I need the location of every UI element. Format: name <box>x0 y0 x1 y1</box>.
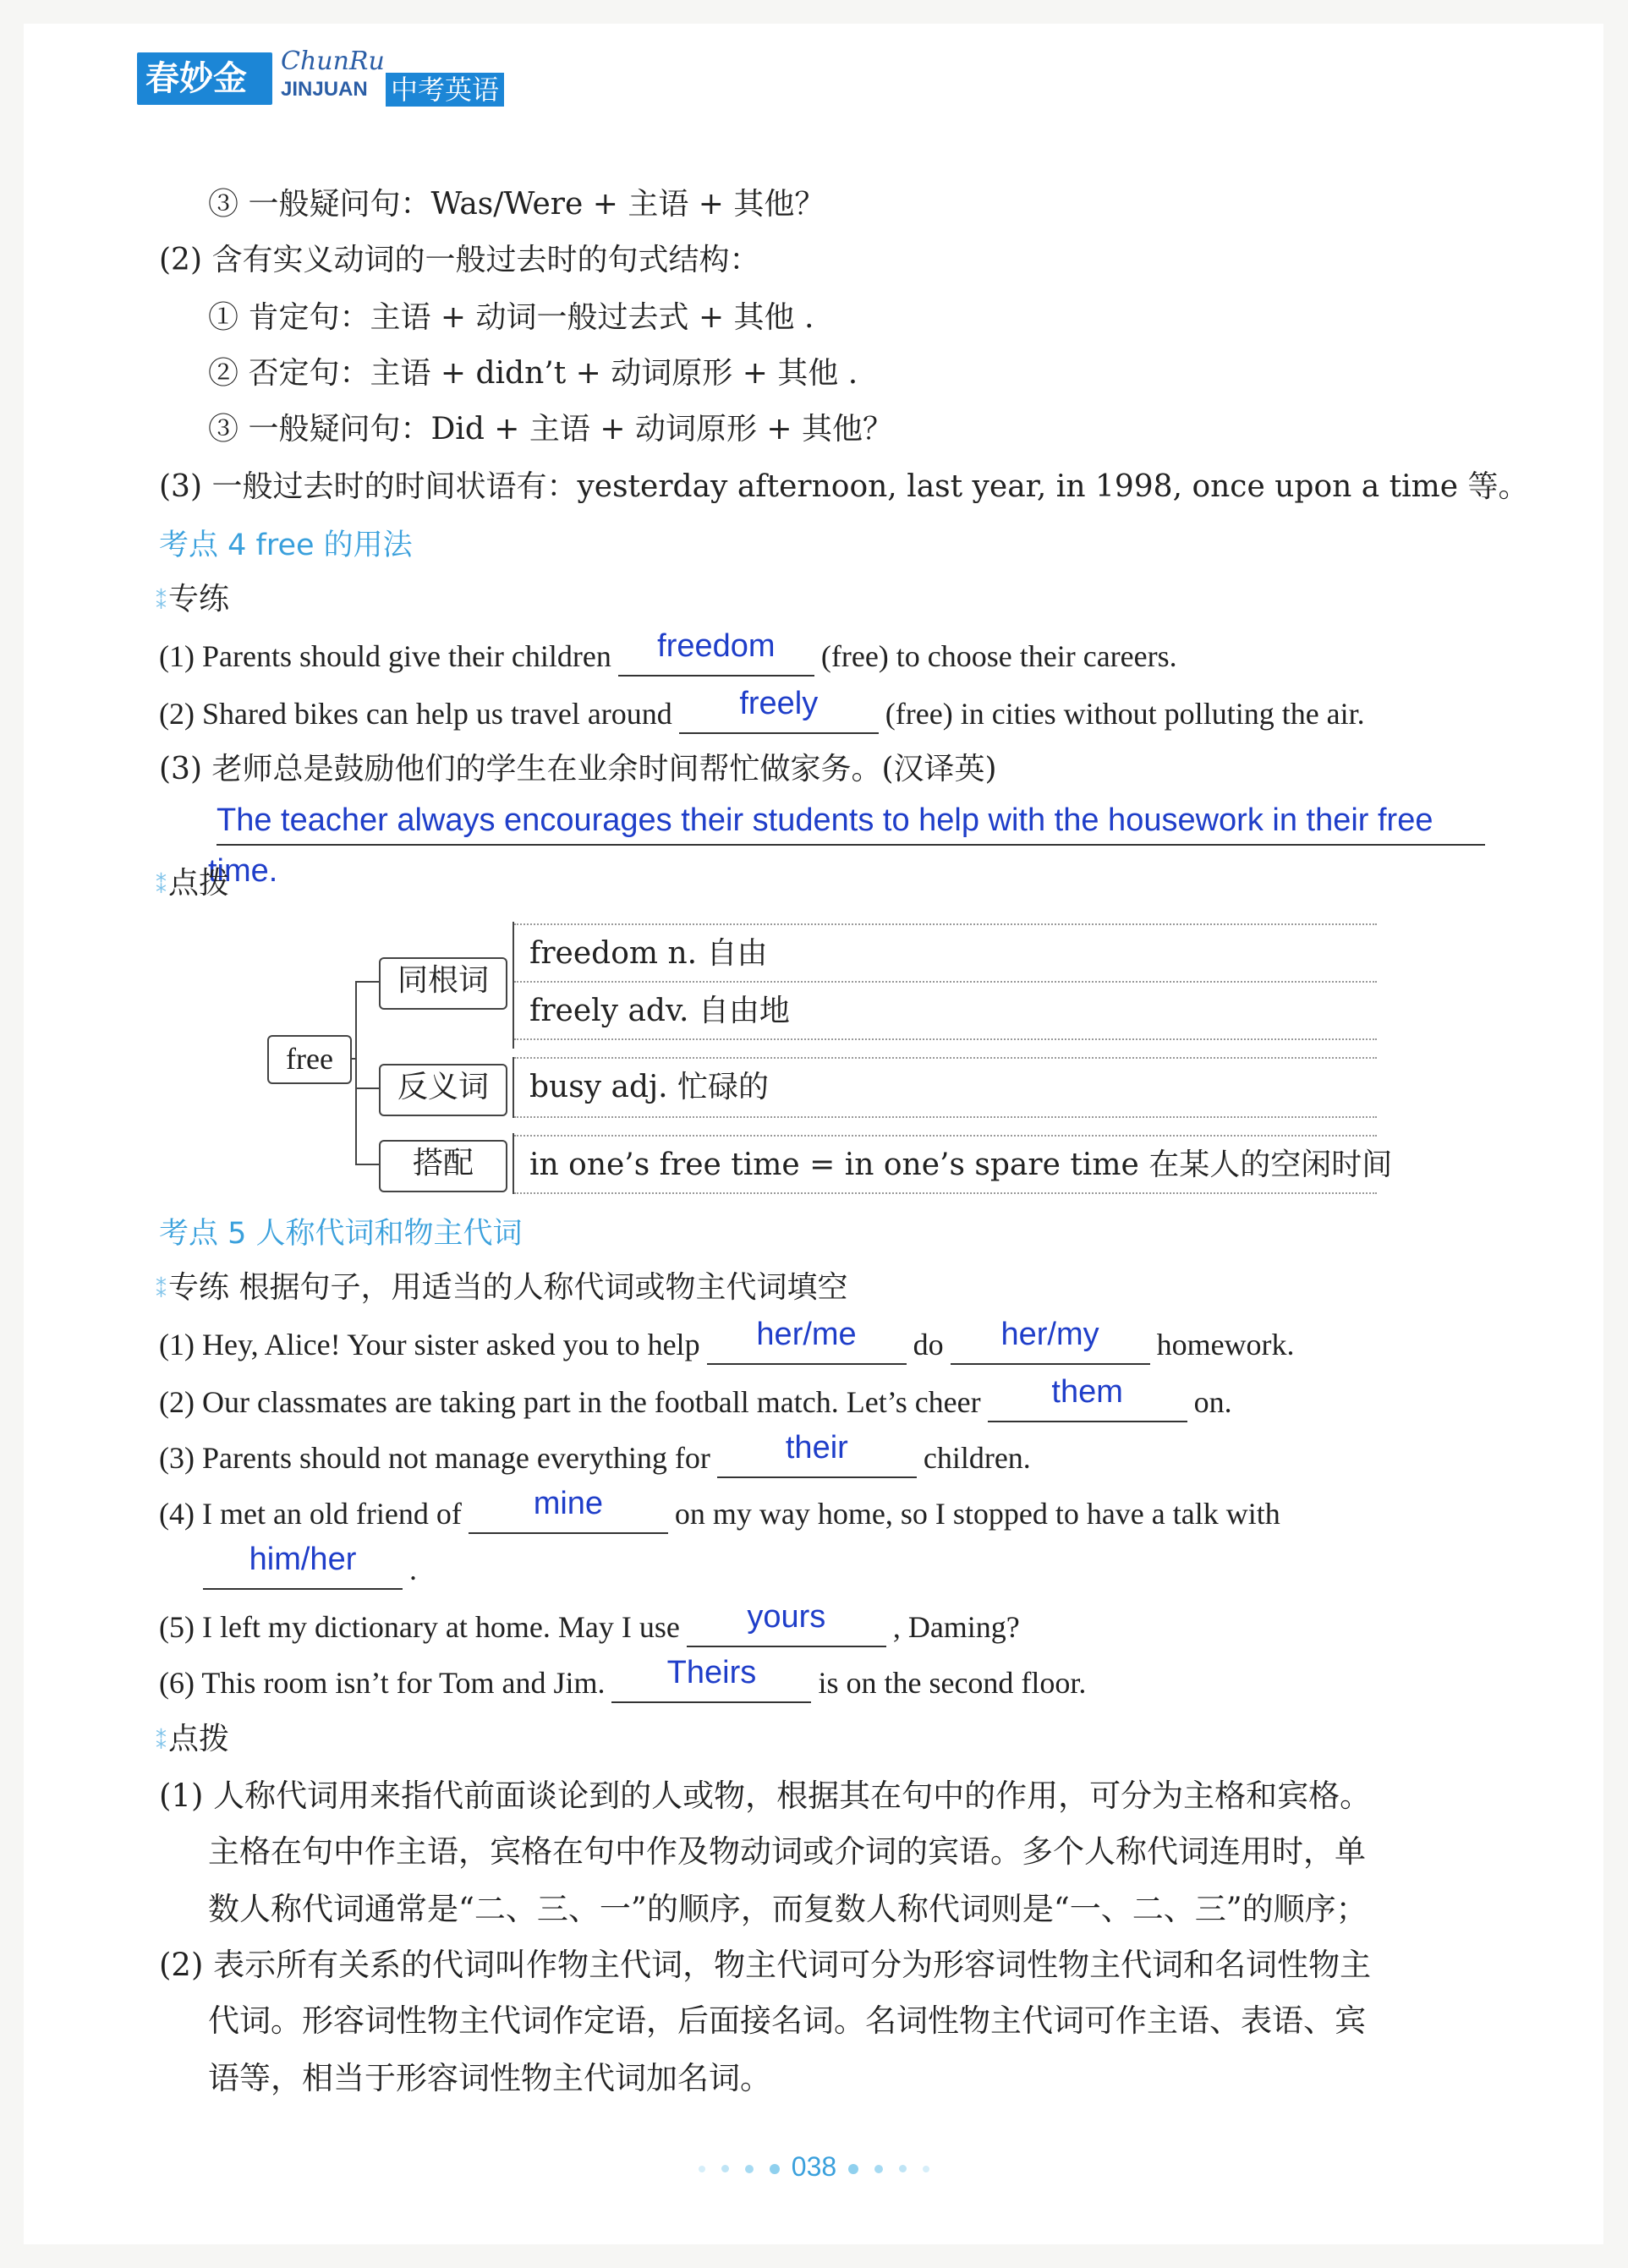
mindmap-item: freely adv. 自由地 <box>529 994 790 1028</box>
mindmap-branch: 搭配 <box>379 1140 507 1192</box>
dot <box>899 2165 907 2172</box>
brand-name-2: JINJUAN <box>281 78 368 101</box>
grammar-line: (2) 含有实义动词的一般过去时的句式结构： <box>159 243 760 277</box>
dotted-rule <box>514 1057 1377 1059</box>
answer-blank: mine <box>469 1495 668 1534</box>
brand-name: ChunRu <box>281 47 385 76</box>
tip-line: 主格在句中作主语，宾格在句中作及物动词或介词的宾语。多个人称代词连用时，单 <box>208 1833 1366 1870</box>
question-3: (3) 老师总是鼓励他们的学生在业余时间帮忙做家务。(汉译英) <box>159 752 997 786</box>
mindmap-item: busy adj. 忙碌的 <box>529 1070 770 1104</box>
answer-blank: freely <box>679 695 879 734</box>
dotted-rule <box>514 1192 1377 1194</box>
dotted-rule <box>514 1038 1377 1040</box>
grammar-line: (3) 一般过去时的时间状语有：yesterday afternoon, last year, in 1998, once upon a time 等。 <box>159 469 1529 504</box>
connector <box>355 981 379 983</box>
answer-blank: them <box>988 1383 1187 1422</box>
dot <box>848 2164 858 2174</box>
translation-answer-2: time. <box>208 853 278 889</box>
grammar-line: ② 否定句：主语 + didn’t + 动词原形 + 其他 . <box>208 356 858 391</box>
mindmap-item: in one’s free time = in one’s spare time 在某人的空闲时间 <box>529 1148 1393 1182</box>
section-title-kp5: 考点 5 人称代词和物主代词 <box>159 1217 523 1251</box>
question-4: (4) I met an old friend of mine on my way home, so I stopped to have a talk with <box>159 1493 1280 1534</box>
bookmark-icon: ⁑ <box>156 874 167 899</box>
answer-blank: Theirs <box>611 1664 811 1703</box>
bookmark-icon: ⁑ <box>156 589 167 615</box>
grammar-line: ③ 一般疑问句：Did + 主语 + 动词原形 + 其他？ <box>208 412 894 446</box>
question-1: (1) Hey, Alice! Your sister asked you to help her/me do her/my homework. <box>159 1324 1295 1365</box>
connector <box>355 1087 379 1089</box>
page-footer <box>0 2151 1628 2183</box>
tip-label: ⁑点拨 <box>156 1722 230 1756</box>
answer-blank: her/my <box>951 1326 1150 1365</box>
dot <box>923 2166 929 2172</box>
dot <box>745 2165 754 2173</box>
mindmap-root: free <box>267 1035 352 1084</box>
question-3: (3) Parents should not manage everything for their children. <box>159 1438 1031 1478</box>
answer-blank: their <box>717 1439 917 1478</box>
question-4-cont: him/her . <box>203 1549 417 1590</box>
practice-label: ⁑专练 根据句子，用适当的人称代词或物主代词填空 <box>156 1270 848 1305</box>
mindmap-branch: 同根词 <box>379 957 507 1010</box>
brand-logo: 春妙金卷 <box>137 52 272 105</box>
dotted-rule <box>514 981 1377 983</box>
question-2: (2) Our classmates are taking part in the football match. Let’s cheer them on. <box>159 1382 1232 1422</box>
dot <box>699 2166 705 2172</box>
practice-label: ⁑专练 <box>156 582 230 616</box>
dotted-rule <box>514 923 1377 925</box>
tip-line: (1) 人称代词用来指代前面谈论到的人或物，根据其在句中的作用，可分为主格和宾格。 <box>159 1778 1372 1814</box>
question-1: (1) Parents should give their children freedom (free) to choose their careers. <box>159 636 1177 677</box>
tip-line: (2) 表示所有关系的代词叫作物主代词，物主代词可分为形容词性物主代词和名词性物主 <box>159 1947 1372 1983</box>
bookmark-icon: ⁑ <box>156 1278 167 1303</box>
grammar-line: ③ 一般疑问句：Was/Were + 主语 + 其他？ <box>208 187 825 222</box>
answer-blank: freedom <box>618 638 814 677</box>
question-6: (6) This room isn’t for Tom and Jim. Theirs is on the second floor. <box>159 1663 1086 1703</box>
dot <box>770 2164 780 2174</box>
question-2: (2) Shared bikes can help us travel around freely (free) in cities without polluting the air. <box>159 693 1365 734</box>
answer-blank: yours <box>687 1608 886 1647</box>
tip-label: ⁑点拨 <box>156 866 230 901</box>
divider <box>513 1057 514 1118</box>
tip-line: 语等，相当于形容词性物主代词加名词。 <box>208 2060 771 2096</box>
bookmark-icon: ⁑ <box>156 1729 167 1755</box>
answer-blank: her/me <box>707 1326 907 1365</box>
mindmap-item: freedom n. 自由 <box>529 936 768 971</box>
dotted-rule <box>514 1135 1377 1137</box>
translation-answer: The teacher always encourages their students to help with the housework in their free <box>217 800 1485 846</box>
question-5: (5) I left my dictionary at home. May I use yours , Daming? <box>159 1607 1020 1647</box>
dot <box>721 2165 729 2172</box>
tip-line: 代词。形容词性物主代词作定语，后面接名词。名词性物主代词可作主语、表语、宾 <box>208 2002 1366 2039</box>
connector <box>355 981 357 1165</box>
dot <box>874 2165 883 2173</box>
subject-tag: 中考英语 <box>386 73 504 107</box>
grammar-line: ① 肯定句：主语 + 动词一般过去式 + 其他 . <box>208 300 814 335</box>
section-title-kp4: 考点 4 free 的用法 <box>159 529 413 562</box>
page-number: 038 <box>791 2151 837 2182</box>
dotted-rule <box>514 1116 1377 1118</box>
mindmap-branch: 反义词 <box>379 1064 507 1116</box>
connector <box>355 1164 379 1165</box>
divider <box>513 922 514 1049</box>
tip-line: 数人称代词通常是“二、三、一”的顺序，而复数人称代词则是“一、二、三”的顺序； <box>208 1891 1368 1927</box>
answer-blank: him/her <box>203 1551 403 1590</box>
divider <box>513 1133 514 1194</box>
